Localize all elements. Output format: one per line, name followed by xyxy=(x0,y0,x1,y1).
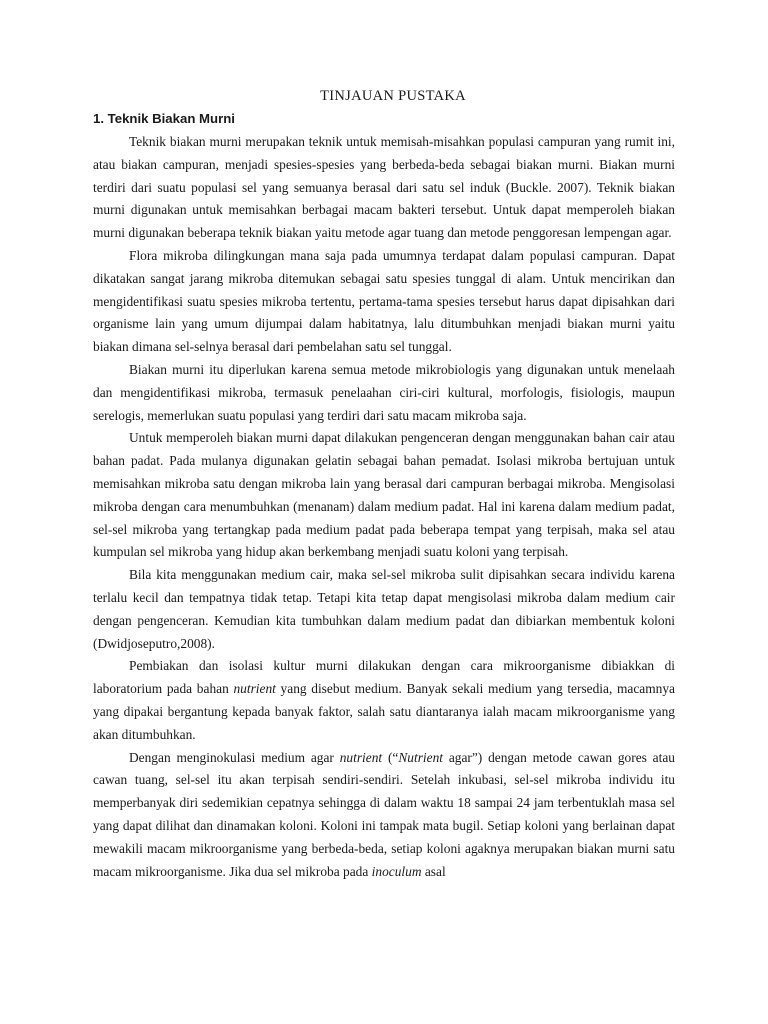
paragraph-6-text: Pembiakan dan isolasi kultur murni dilakukan dengan cara mikroorganisme dibiakkan di laboratorium pada bahan xyxy=(93,658,675,697)
italic-term: nutrient xyxy=(233,681,276,697)
paragraph-7-text: asal xyxy=(421,863,446,879)
document-page xyxy=(93,84,675,883)
italic-term: Nutrient xyxy=(398,749,443,765)
paragraph-7-text: agar”) dengan metode cawan gores atau cawan tuang, sel-sel itu akan terpisah sendiri-sendiri. Setelah inkubasi, sel-sel mikroba individu itu memperbanyak diri sedemikian cepatnya sehingga di dalam waktu 18 sampai 24 jam terbentuklah masa sel yang dapat dilihat dan dinamakan koloni. Koloni ini tampak mata bugil. Setiap koloni yang berlainan dapat mewakili macam mikroorganisme yang berbeda-beda, setiap koloni agaknya merupakan biakan murni satu macam mikroorganisme. Jika dua sel mikroba pada xyxy=(93,749,675,879)
italic-term: inoculum xyxy=(371,863,422,879)
section-heading: 1. Teknik Biakan Murni xyxy=(93,111,235,126)
paragraph-1: Teknik biakan murni merupakan teknik untuk memisah-misahkan populasi campuran yang rumit ini, atau biakan campuran, menjadi spesies-spesies yang berbeda-beda sebagai biakan murni. Biakan murni terdiri dari suatu populasi sel yang semuanya berasal dari satu sel induk (Buckle. 2007). Teknik biakan murni digunakan untuk memisahkan berbagai macam bakteri tersebut. Untuk dapat memperoleh biakan murni digunakan beberapa teknik biakan yaitu metode agar tuang dan metode penggoresan lempengan agar. xyxy=(93,134,675,241)
italic-term: nutrient xyxy=(339,749,383,765)
paragraph-7 xyxy=(93,747,675,884)
paragraph-7-text: (“ xyxy=(382,749,399,765)
paragraph-7-text: Dengan menginokulasi medium agar xyxy=(129,749,340,765)
paragraph-6 xyxy=(93,655,675,746)
paragraph-3: Biakan murni itu diperlukan karena semua metode mikrobiologis yang digunakan untuk menelaah dan mengidentifikasi mikroba, termasuk penelaahan ciri-ciri kultural, morfologis, fisiologis, maupun serelogis, memerlukan suatu populasi yang terdiri dari satu macam mikroba saja. xyxy=(93,361,675,423)
paragraph-2: Flora mikroba dilingkungan mana saja pada umumnya terdapat dalam populasi campuran. Dapat dikatakan sangat jarang mikroba ditemukan sebagai satu spesies tunggal di alam. Untuk mencirikan dan mengidentifikasi suatu spesies mikroba tertentu, pertama-tama spesies tersebut harus dapat dipisahkan dari organisme lain yang umum dijumpai dalam habitatnya, lalu ditumbuhkan menjadi biakan murni yaitu biakan dimana sel-selnya berasal dari pembelahan satu sel tunggal. xyxy=(93,247,675,355)
page-title: TINJAUAN PUSTAKA xyxy=(320,88,466,104)
paragraph-5: Bila kita menggunakan medium cair, maka sel-sel mikroba sulit dipisahkan secara individu karena terlalu kecil dan tempatnya tidak tetap. Tetapi kita tetap dapat mengisolasi mikroba dalam medium cair dengan pengenceran. Kemudian kita tumbuhkan dalam medium padat dan dibiarkan membentuk koloni (Dwidjoseputro,2008). xyxy=(93,567,675,651)
paragraph-6-text: yang disebut medium. Banyak sekali medium yang tersedia, macamnya yang dipakai bergantung kepada banyak faktor, salah satu diantaranya ialah macam mikroorganisme yang akan ditumbuhkan. xyxy=(93,681,675,742)
paragraph-4: Untuk memperoleh biakan murni dapat dilakukan pengenceran dengan menggunakan bahan cair atau bahan padat. Pada mulanya digunakan gelatin sebagai bahan pemadat. Isolasi mikroba bertujuan untuk memisahkan mikroba satu dengan mikroba lain yang berasal dari campuran berbagai mikroba. Mengisolasi mikroba dengan cara menumbuhkan (menanam) dalam medium padat. Hal ini karena dalam medium padat, sel-sel mikroba yang tertangkap pada medium padat pada beberapa tempat yang terpisah, maka sel atau kumpulan sel mikroba yang hidup akan berkembang menjadi suatu koloni yang terpisah. xyxy=(93,430,675,560)
